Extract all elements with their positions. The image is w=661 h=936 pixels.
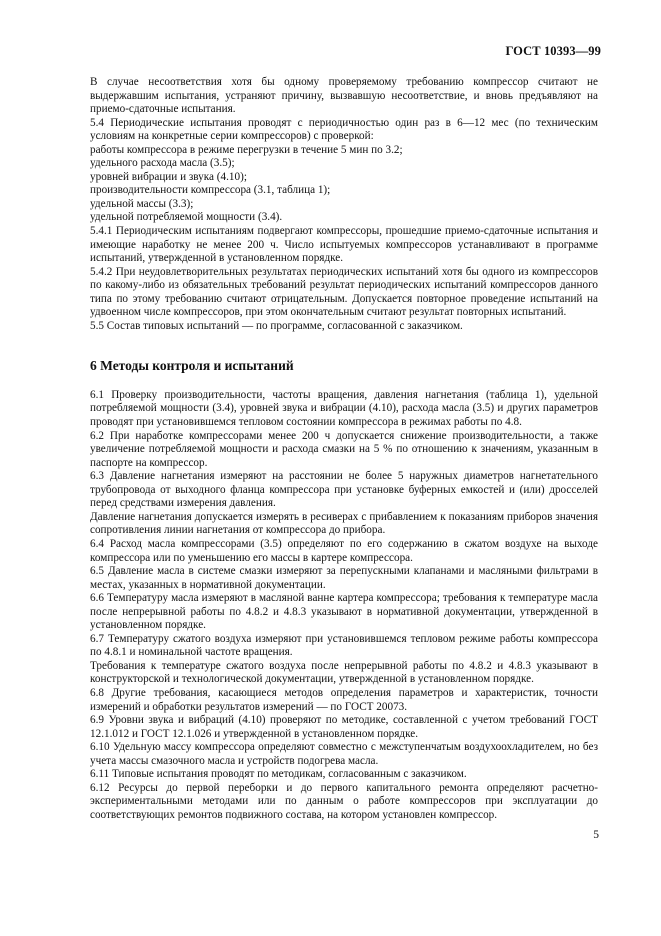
paragraph: 6.4 Расход масла компрессорами (3.5) определяют по его содержанию в сжатом воздухе на выходе компрессора или по уменьшению его массы в картере компрессора. bbox=[90, 537, 598, 564]
list-item: производительности компрессора (3.1, таблица 1); bbox=[90, 184, 331, 197]
paragraph: 6.9 Уровни звука и вибраций (4.10) проверяют по методике, составленной с учетом требований ГОСТ 12.1.012 и ГОСТ 12.1.026 и утвержденной в установленном порядке. bbox=[90, 714, 598, 740]
paragraph: 5.4.1 Периодическим испытаниям подвергают компрессоры, прошедшие приемо-сдаточные испытания и имеющие наработку не менее 200 ч. Число испытуемых компрессоров устанавливают в программе испытаний, утвержденной в установленном порядке. bbox=[90, 225, 598, 265]
list-item: удельной потребляемой мощности (3.4). bbox=[90, 211, 283, 224]
paragraph: 6.8 Другие требования, касающиеся методов определения параметров и характеристик, точности измерений и обработки результатов измерений — по ГОСТ 20073. bbox=[90, 686, 598, 713]
paragraph: Давление нагнетания допускается измерять в ресиверах с прибавлением к показаниям приборов значения сопротивления линии нагнетания от компрессора до прибора. bbox=[90, 510, 598, 537]
list-item: удельной массы (3.3); bbox=[90, 197, 194, 210]
paragraph: 5.5 Состав типовых испытаний — по программе, согласованной с заказчиком. bbox=[90, 319, 463, 332]
list-item: работы компрессора в режиме перегрузки в течение 5 мин по 3.2; bbox=[90, 143, 403, 156]
paragraph: 6.11 Типовые испытания проводят по методикам, согласованным с заказчиком. bbox=[90, 768, 467, 781]
paragraph: 6.3 Давление нагнетания измеряют на расстоянии не более 5 наружных диаметров нагнетательного трубопровода от выходного фланца компрессора при установке буферных емкостей и (или) дросселей перед средствами измерения давления. bbox=[90, 470, 598, 510]
paragraph: 6.1 Проверку производительности, частоты вращения, давления нагнетания (таблица 1), удельной потребляемой мощности (3.4), уровней звука и вибрации (4.10), расхода масла (3.5) и других параметров проводят при установившемся тепловом состоянии компрессора в режимах работы по 4.8. bbox=[90, 388, 598, 429]
section-title: 6 Методы контроля и испытаний bbox=[90, 358, 294, 374]
paragraph: 5.4.2 При неудовлетворительных результатах периодических испытаний хотя бы одного из компрессоров по какому-либо из обязательных требований результат периодических испытаний компрессоров данного типа по этому требованию считают отрицательным. Допускается повторное проведение испытаний на удвоенном числе компрессоров, при этом окончательным считают результат повторных испытаний. bbox=[90, 265, 598, 319]
document-code-header: ГОСТ 10393—99 bbox=[505, 44, 601, 58]
paragraph: В случае несоответствия хотя бы одному проверяемому требованию компрессор считают не выдержавшим испытания, устраняют причину, вызвавшую несоответствие, и вновь предъявляют на приемо-сдаточные испытания. bbox=[90, 76, 598, 116]
paragraph: 6.5 Давление масла в системе смазки измеряют за перепускными клапанами и масляными фильтрами в местах, указанных в нормативной документации. bbox=[90, 565, 598, 591]
paragraph: 6.10 Удельную массу компрессора определяют совместно с межступенчатым воздухоохладителем, но без учета массы смазочного масла и устройств подогрева масла. bbox=[90, 741, 598, 767]
paragraph: 5.4 Периодические испытания проводят с периодичностью один раз в 6—12 мес (по техническим условиям на конкретные серии компрессоров) с проверкой: bbox=[90, 116, 598, 143]
list-item: уровней вибрации и звука (4.10); bbox=[90, 170, 247, 183]
paragraph: 6.6 Температуру масла измеряют в масляной ванне картера компрессора; требования к температуре масла после непрерывной работы по 4.8.2 и 4.8.3 указывают в нормативной документации, утвержденной в установленном порядке. bbox=[90, 592, 598, 632]
paragraph: 6.7 Температуру сжатого воздуха измеряют при установившемся тепловом режиме работы компрессора по 4.8.1 и номинальной частоте вращения. bbox=[90, 632, 598, 659]
paragraph: 6.2 При наработке компрессорами менее 200 ч допускается снижение производительности, а также увеличение потребляемой мощности и расхода смазки на 5 % по отношению к значениям, указанным в паспорте на компрессор. bbox=[90, 429, 598, 469]
paragraph: Требования к температуре сжатого воздуха после непрерывной работы по 4.8.2 и 4.8.3 указывают в конструкторской и технологической документации, утвержденной в установленном порядке. bbox=[90, 659, 598, 686]
page-body bbox=[90, 76, 598, 822]
page-number: 5 bbox=[593, 829, 599, 841]
paragraph: 6.12 Ресурсы до первой переборки и до первого капитального ремонта определяют расчетно-экспериментальными методами или по данным о работе компрессоров при эксплуатации до соответствующих ремонтов подвижного состава, на котором установлен компрессор. bbox=[90, 781, 598, 821]
list-item: удельного расхода масла (3.5); bbox=[90, 157, 235, 170]
